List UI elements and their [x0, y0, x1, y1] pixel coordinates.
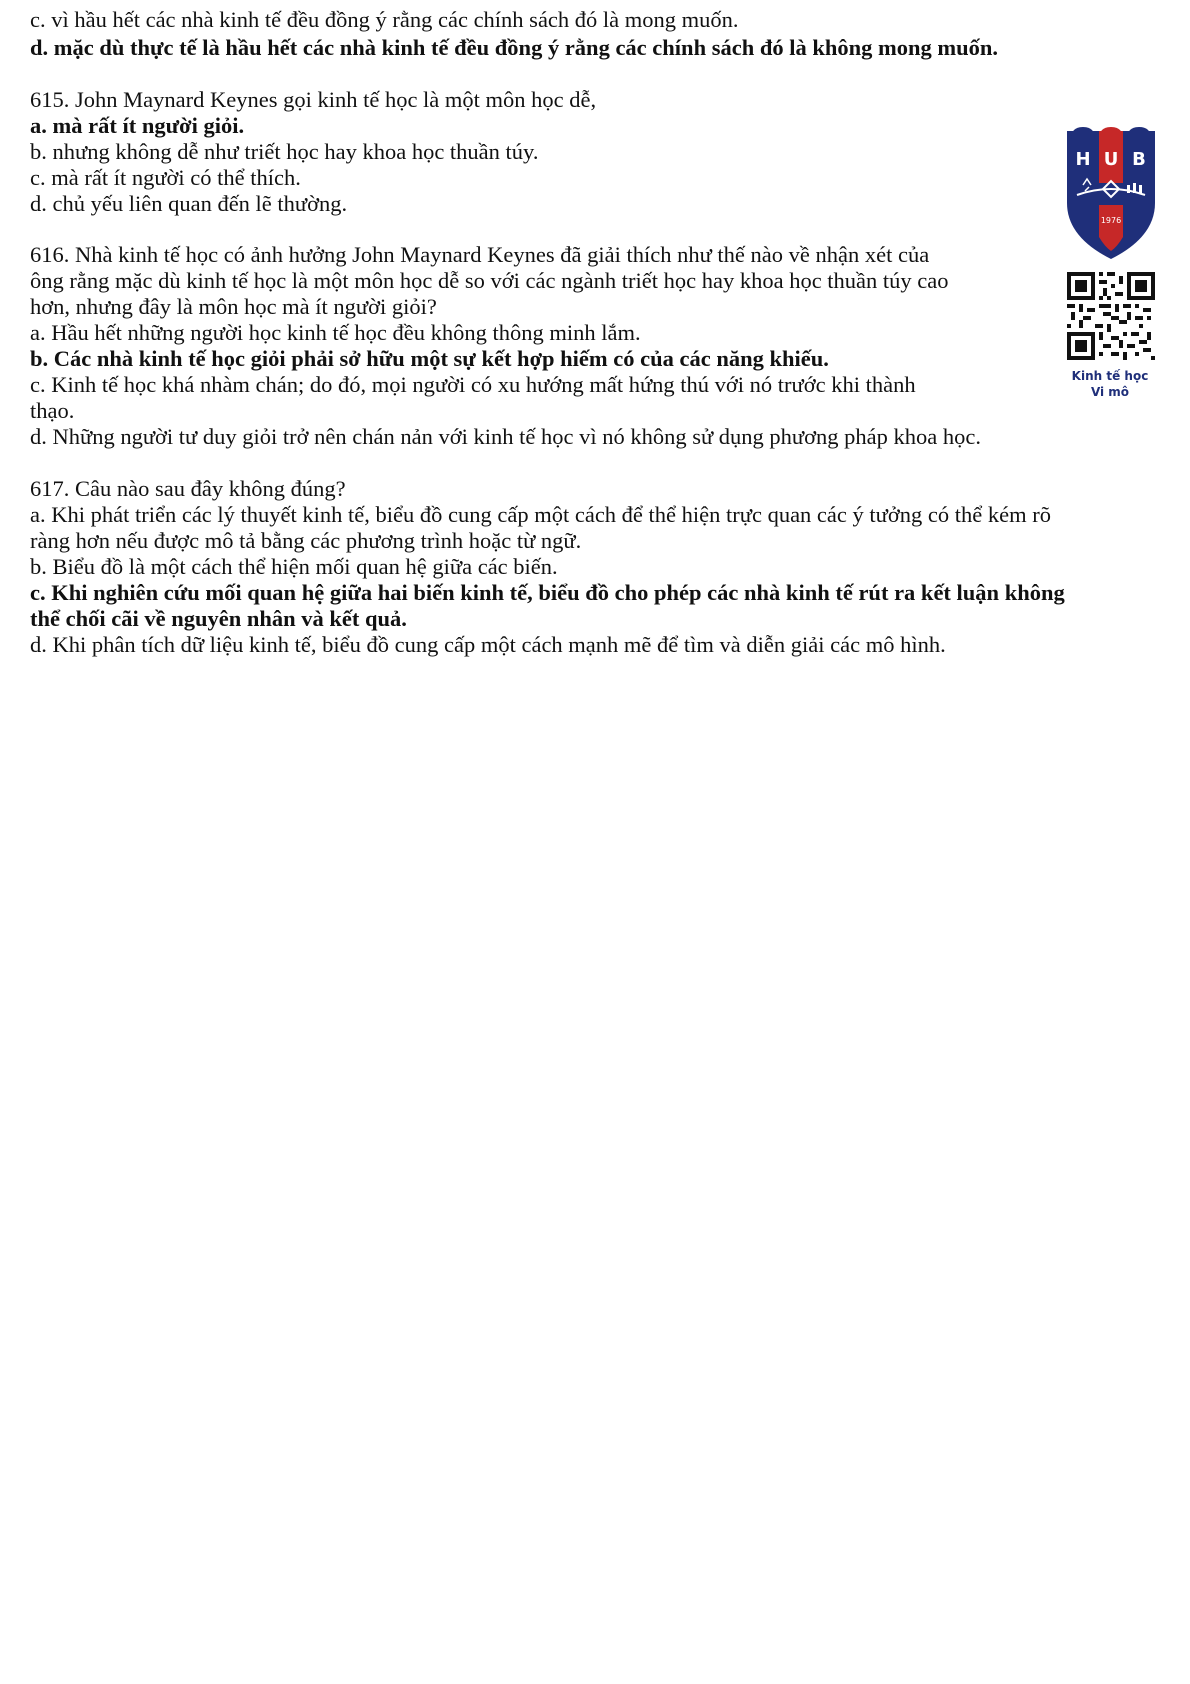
logo-letter-h: H — [1075, 149, 1091, 170]
q617-option-c-line1-answer: c. Khi nghiên cứu mối quan hệ giữa hai biến kinh tế, biểu đồ cho phép các nhà kinh tế rút ra kết luận không — [30, 580, 1065, 605]
q617-option-a-line1: a. Khi phát triển các lý thuyết kinh tế, biểu đồ cung cấp một cách để thể hiện trực quan các ý tưởng có thể kém rõ — [30, 502, 1051, 527]
q616-option-c-line2: thạo. — [30, 398, 75, 423]
logo-year: 1976 — [1100, 216, 1122, 225]
q614-option-c: c. vì hầu hết các nhà kinh tế đều đồng ý rằng các chính sách đó là mong muốn. — [30, 7, 739, 32]
q617-option-b: b. Biểu đồ là một cách thể hiện mối quan hệ giữa các biến. — [30, 554, 558, 579]
q615-stem: 615. John Maynard Keynes gọi kinh tế học là một môn học dễ, — [30, 87, 597, 112]
q617-option-c-line2-answer: thể chối cãi về nguyên nhân và kết quả. — [30, 606, 407, 631]
qr-code — [1067, 272, 1155, 360]
q616-option-c-line1: c. Kinh tế học khá nhàm chán; do đó, mọi người có xu hướng mất hứng thú với nó trước khi thành — [30, 372, 916, 397]
q615-option-b: b. nhưng không dễ như triết học hay khoa học thuần túy. — [30, 139, 539, 164]
logo-letter-u: U — [1103, 149, 1119, 170]
q615-option-c: c. mà rất ít người có thể thích. — [30, 165, 301, 190]
q616-option-b-answer: b. Các nhà kinh tế học giỏi phải sở hữu một sự kết hợp hiếm có của các năng khiếu. — [30, 346, 829, 371]
q616-option-a: a. Hầu hết những người học kinh tế học đều không thông minh lắm. — [30, 320, 641, 345]
logo-caption-line1: Kinh tế học — [1071, 369, 1149, 383]
logo-letter-b: B — [1132, 149, 1146, 170]
hub-logo — [1063, 125, 1159, 263]
q616-option-d: d. Những người tư duy giỏi trở nên chán nản với kinh tế học vì nó không sử dụng phương pháp khoa học. — [30, 424, 981, 449]
hub-shield-icon — [1063, 125, 1159, 263]
q615-option-a-answer: a. mà rất ít người giỏi. — [30, 113, 245, 138]
logo-caption-line2: Vi mô — [1090, 385, 1130, 399]
q616-stem-line1: 616. Nhà kinh tế học có ảnh hưởng John Maynard Keynes đã giải thích như thế nào về nhận xét của — [30, 242, 930, 267]
q617-option-a-line2: ràng hơn nếu được mô tả bằng các phương trình hoặc từ ngữ. — [30, 528, 582, 553]
q616-stem-line2: ông rằng mặc dù kinh tế học là một môn học dễ so với các ngành triết học hay khoa học thuần túy cao — [30, 268, 949, 293]
q614-option-d-answer: d. mặc dù thực tế là hầu hết các nhà kinh tế đều đồng ý rằng các chính sách đó là không mong muốn. — [30, 35, 999, 60]
q615-option-d: d. chủ yếu liên quan đến lẽ thường. — [30, 191, 348, 216]
q617-option-d: d. Khi phân tích dữ liệu kinh tế, biểu đồ cung cấp một cách mạnh mẽ để tìm và diễn giải các mô hình. — [30, 632, 946, 657]
q617-stem: 617. Câu nào sau đây không đúng? — [30, 476, 346, 501]
qr-code-icon — [1067, 272, 1155, 360]
q616-stem-line3: hơn, nhưng đây là môn học mà ít người giỏi? — [30, 294, 437, 319]
